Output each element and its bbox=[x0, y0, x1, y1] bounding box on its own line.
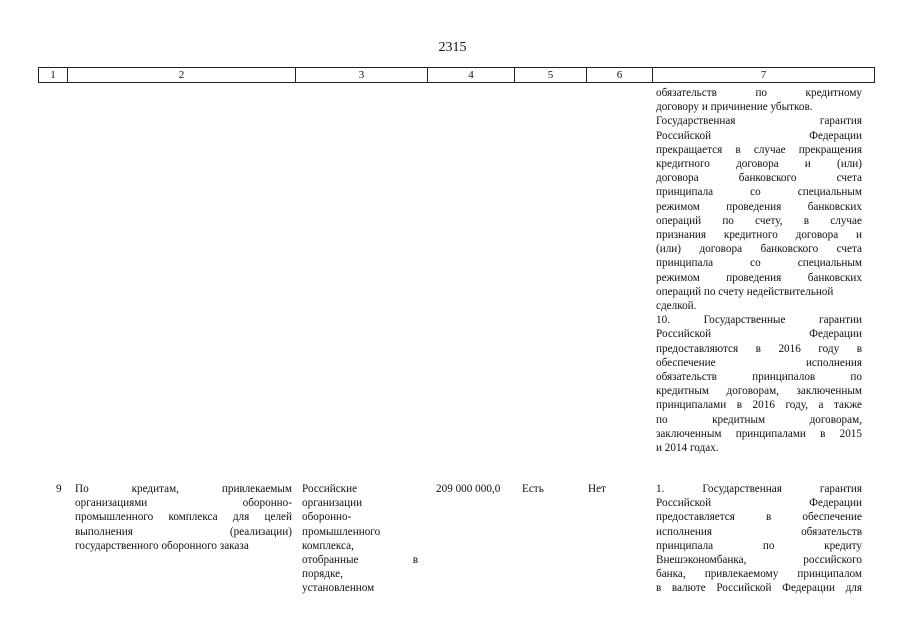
text-line: организации bbox=[302, 497, 363, 510]
text-line: принципала по кредиту bbox=[656, 539, 862, 552]
text-line: организациями оборонно- bbox=[75, 497, 292, 510]
row9-number: 9 bbox=[56, 483, 62, 495]
text-line: режимом проведения банковских bbox=[656, 271, 862, 284]
text-line: предоставляются в 2016 году в bbox=[656, 342, 862, 355]
continued-col7-text bbox=[656, 86, 862, 455]
text-line: промышленного bbox=[302, 525, 381, 538]
header-col-3: 3 bbox=[296, 68, 428, 83]
text-line: режимом проведения банковских bbox=[656, 200, 862, 213]
text-line: порядке, bbox=[302, 568, 343, 581]
row9-amount: 209 000 000,0 bbox=[436, 483, 501, 495]
text-line: исполнения обязательств bbox=[656, 525, 862, 538]
text-line: (или) договора банковского счета bbox=[656, 243, 862, 256]
text-line: установленном bbox=[302, 582, 375, 595]
text-line: операций по счету недействительной bbox=[656, 285, 834, 298]
text-line: операций по счету, в случае bbox=[656, 214, 862, 227]
text-line: принципалами в 2016 году, а также bbox=[656, 399, 862, 412]
text-line: Российские bbox=[302, 483, 358, 495]
text-line: кредитного договора и (или) bbox=[656, 158, 862, 171]
text-line: обеспечение исполнения bbox=[656, 356, 862, 369]
text-line: Российской Федерации bbox=[656, 497, 862, 510]
text-line: банка, привлекаемому принципалом bbox=[656, 568, 862, 581]
text-line: 10. Государственные гарантии bbox=[656, 314, 862, 327]
text-line: предоставляется в обеспечение bbox=[656, 511, 862, 524]
text-line: оборонно- bbox=[302, 511, 352, 524]
text-line: принципала со специальным bbox=[656, 257, 862, 270]
text-line: 1. Государственная гарантия bbox=[656, 483, 862, 495]
text-line: Внешэкономбанка, российского bbox=[656, 554, 862, 567]
text-line: сделкой. bbox=[656, 300, 697, 313]
text-line: принципала со специальным bbox=[656, 186, 862, 199]
row9-regress-right: Есть bbox=[522, 483, 544, 495]
text-line: выполнения (реализации) bbox=[75, 525, 292, 538]
text-line: Российской Федерации bbox=[656, 129, 862, 142]
text-line: Государственная гарантия bbox=[656, 115, 862, 128]
row9-principal bbox=[302, 482, 418, 596]
row9-conditions bbox=[656, 482, 862, 596]
header-col-5: 5 bbox=[515, 68, 587, 83]
text-line: отобранные в bbox=[302, 554, 418, 567]
page-number: 2315 bbox=[438, 40, 467, 55]
text-line: договора банковского счета bbox=[656, 172, 862, 185]
text-line: государственного оборонного заказа bbox=[75, 539, 249, 552]
text-line: Российской Федерации bbox=[656, 328, 862, 341]
column-number-header bbox=[38, 67, 875, 83]
text-line: по кредитным договорам, bbox=[656, 413, 862, 426]
row9-guarantee-purpose bbox=[75, 482, 292, 553]
text-line: прекращается в случае прекращения bbox=[656, 143, 862, 156]
header-col-7: 7 bbox=[653, 68, 875, 83]
text-line: обязательств по кредитному bbox=[656, 87, 862, 99]
text-line: кредитным договорам, заключенным bbox=[656, 385, 862, 398]
header-col-2: 2 bbox=[68, 68, 296, 83]
text-line: обязательств принципалов по bbox=[656, 371, 862, 384]
header-col-1: 1 bbox=[39, 68, 68, 83]
header-col-4: 4 bbox=[428, 68, 515, 83]
text-line: в валюте Российской Федерации для bbox=[656, 582, 862, 595]
text-line: и 2014 годах. bbox=[656, 442, 719, 455]
text-line: признания кредитного договора и bbox=[656, 229, 862, 242]
text-line: По кредитам, привлекаемым bbox=[75, 483, 292, 495]
row9-collateral: Нет bbox=[588, 483, 606, 495]
text-line: заключенным принципалами в 2015 bbox=[656, 427, 862, 440]
text-line: договору и причинение убытков. bbox=[656, 101, 813, 114]
header-col-6: 6 bbox=[587, 68, 653, 83]
text-line: комплекса, bbox=[302, 539, 354, 552]
text-line: промышленного комплекса для целей bbox=[75, 511, 292, 524]
